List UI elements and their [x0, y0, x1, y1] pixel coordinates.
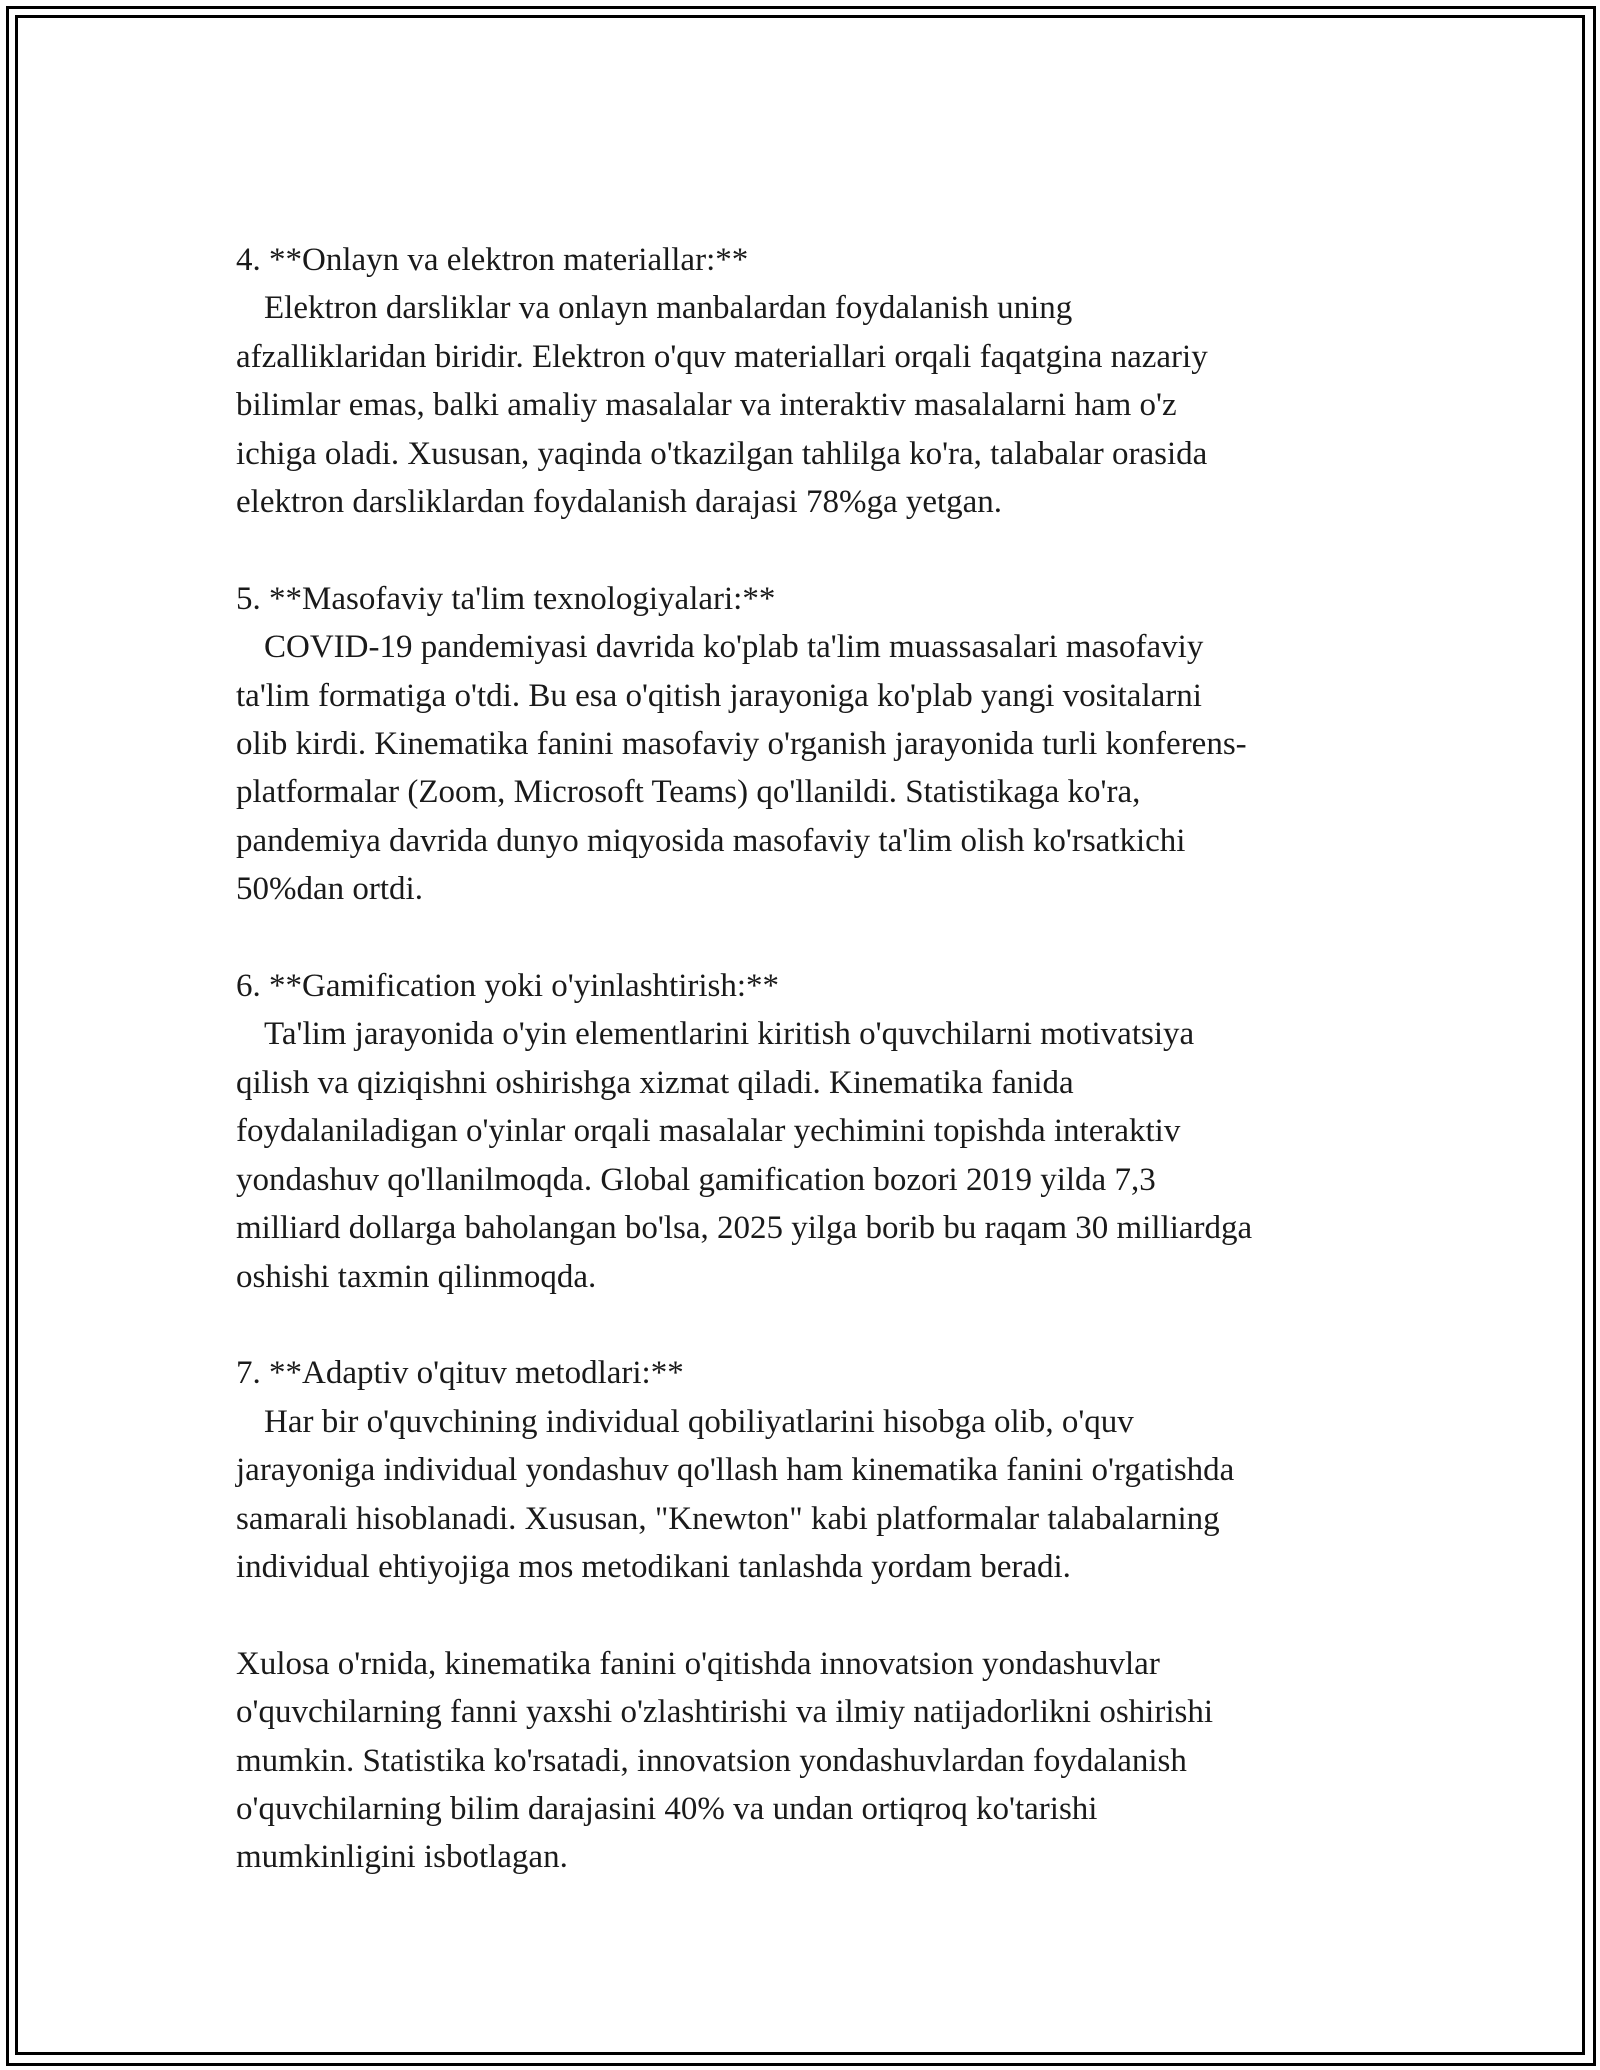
- section-paragraph: Har bir o'quvchining individual qobiliyatlarini hisobga olib, o'quv jarayoniga individual yondashuv qo'llash ham kinematika fanini o'rgatishda samarali hisoblanadi. Xususan, "Knewton" kabi platformalar talabalarning individual ehtiyojiga mos metodikani tanlashda yordam beradi.: [236, 1403, 1235, 1585]
- section-gamification: [236, 962, 1376, 1301]
- section-online-materials: [236, 236, 1376, 526]
- section-heading: 6. **Gamification yoki o'yinlashtirish:**: [236, 968, 780, 1005]
- section-heading: 4. **Onlayn va elektron materiallar:**: [236, 242, 749, 278]
- section-adaptive-methods: [236, 1349, 1376, 1591]
- section-paragraph: Elektron darsliklar va onlayn manbalardan foydalanish uning afzalliklaridan biridir. Elektron o'quv materiallari orqali faqatgina nazariy bilimlar emas, balki amaliy masalalar va interaktiv masalalarni ham o'z ichiga oladi. Xususan, yaqinda o'tkazilgan tahlilga ko'ra, talabalar orasida elektron darsliklardan foydalanish darajasi 78%ga yetgan.: [236, 290, 1208, 521]
- document-body: [236, 236, 1376, 1882]
- conclusion-paragraph: Xulosa o'rnida, kinematika fanini o'qitishda innovatsion yondashuvlar o'quvchilarning fanni yaxshi o'zlashtirishi va ilmiy natijadorlikni oshirishi mumkin. Statistika ko'rsatadi, innovatsion yondashuvlardan foydalanish o'quvchilarning bilim darajasini 40% va undan ortiqroq ko'tarishi mumkinligini isbotlagan.: [236, 1645, 1213, 1876]
- section-paragraph: COVID-19 pandemiyasi davrida ko'plab ta'lim muassasalari masofaviy ta'lim formatiga o'tdi. Bu esa o'qitish jarayoniga ko'plab yangi vositalarni olib kirdi. Kinematika fanini masofaviy o'rganish jarayonida turli konferens- platformalar (Zoom, Microsoft Teams) qo'llanildi. Statistikaga ko'ra, pandemiya davrida dunyo miqyosida masofaviy ta'lim olish ko'rsatkichi 50%dan ortdi.: [236, 629, 1247, 908]
- section-paragraph: Ta'lim jarayonida o'yin elementlarini kiritish o'quvchilarni motivatsiya qilish va qiziqishni oshirishga xizmat qiladi. Kinematika fanida foydalaniladigan o'yinlar orqali masalalar yechimini topishda interaktiv yondashuv qo'llanilmoqda. Global gamification bozori 2019 yilda 7,3 milliard dollarga baholangan bo'lsa, 2025 yilga borib bu raqam 30 milliardga oshishi taxmin qilinmoqda.: [236, 1016, 1253, 1295]
- section-conclusion: [236, 1640, 1376, 1882]
- section-heading: 7. **Adaptiv o'qituv metodlari:**: [236, 1355, 684, 1392]
- section-distance-learning: [236, 575, 1376, 914]
- section-heading: 5. **Masofaviy ta'lim texnologiyalari:**: [236, 580, 776, 617]
